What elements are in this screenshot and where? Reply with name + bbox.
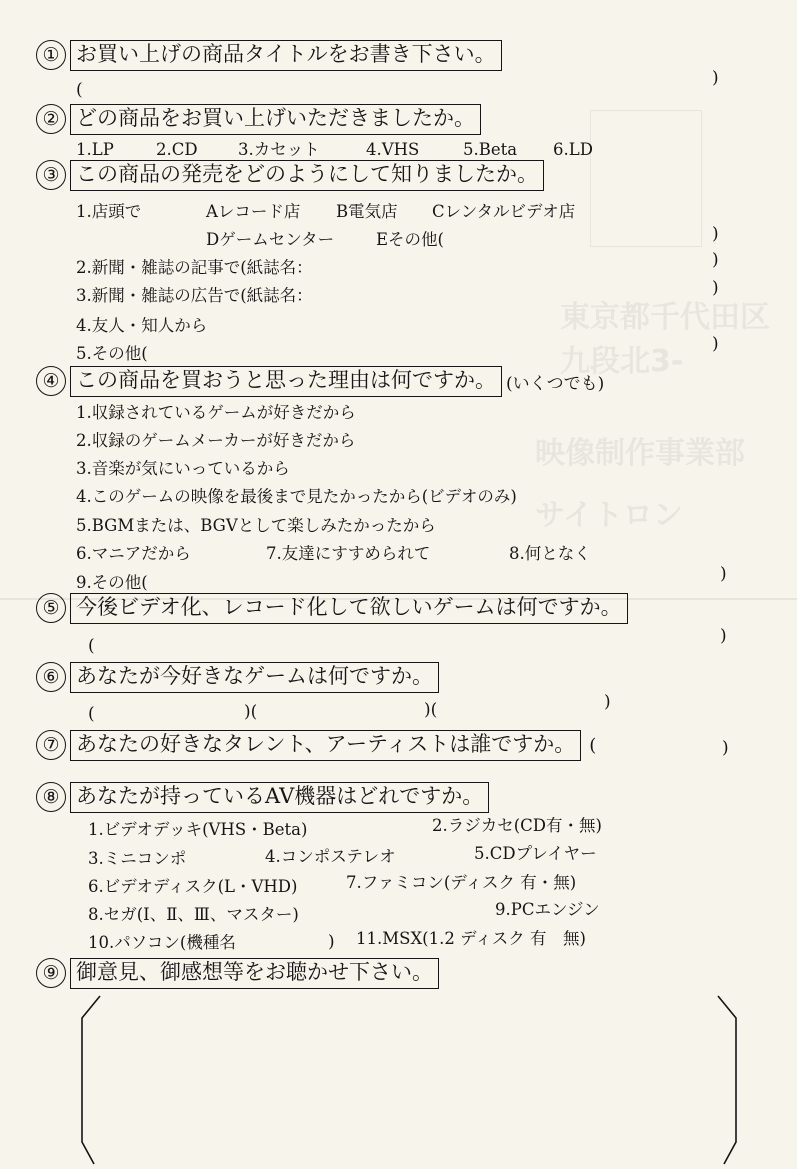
answer-close-paren: ) — [712, 224, 719, 244]
answer-close-paren: ) — [712, 278, 719, 298]
answer-close-paren: ) — [720, 564, 727, 584]
question-2 — [36, 104, 481, 135]
question-4 — [36, 366, 604, 397]
option-record-shop[interactable]: Aレコード店 — [206, 202, 301, 221]
answer-close-paren: ) — [712, 250, 719, 270]
option-reason-4[interactable]: 4.このゲームの映像を最後まで見たかったから(ビデオのみ) — [76, 487, 517, 506]
question-text: あなたが持っているAV機器はどれですか。 — [70, 782, 489, 813]
option-reason-8[interactable]: 8.何となく — [509, 544, 591, 563]
option-game-center[interactable]: Dゲームセンター — [206, 230, 335, 249]
option-rental-video-shop[interactable]: Cレンタルビデオ店 — [432, 202, 576, 221]
answer-close-paren: ) — [712, 68, 719, 88]
comment-bracket-right — [718, 996, 736, 1164]
option-reason-5[interactable]: 5.BGMまたは、BGVとして楽しみたかったから — [76, 516, 436, 535]
comment-area[interactable] — [78, 992, 743, 1167]
question-9 — [36, 958, 439, 989]
question-6 — [36, 662, 439, 693]
option-mini-component[interactable]: 3.ミニコンポ — [88, 849, 187, 868]
answer-paren-separator: )( — [424, 700, 438, 720]
answer-open-paren: ( — [88, 636, 95, 656]
bleed-through-text: 東京都千代田区九段北3- — [560, 300, 770, 379]
option-sega[interactable]: 8.セガ(Ⅰ、Ⅱ、Ⅲ、マスター) — [88, 905, 299, 924]
answer-close-paren: ) — [722, 738, 729, 758]
option-video-deck[interactable]: 1.ビデオデッキ(VHS・Beta) — [88, 820, 308, 839]
answer-close-paren: ) — [328, 932, 335, 952]
bleed-through-text: 映像制作事業部 — [535, 436, 745, 471]
question-number: ① — [36, 40, 66, 70]
option-reason-7[interactable]: 7.友達にすすめられて — [266, 544, 431, 563]
question-1 — [36, 40, 502, 71]
question-text: 今後ビデオ化、レコード化して欲しいゲームは何ですか。 — [70, 593, 628, 624]
option-video-disc[interactable]: 6.ビデオディスク(L・VHD) — [88, 877, 298, 896]
option-reason-9[interactable]: 9.その他( — [76, 573, 148, 592]
question-number: ④ — [36, 366, 66, 396]
comment-bracket-left — [82, 996, 100, 1164]
option-reason-1[interactable]: 1.収録されているゲームが好きだから — [76, 403, 356, 422]
bleed-through-stamp-box — [590, 110, 702, 247]
question-5 — [36, 593, 628, 624]
question-note: (いくつでも) — [506, 373, 605, 394]
option-friend[interactable]: 4.友人・知人から — [76, 316, 208, 335]
option-cd[interactable]: 2.CD — [156, 140, 198, 159]
question-number: ② — [36, 104, 66, 134]
option-famicom[interactable]: 7.ファミコン(ディスク 有・無) — [346, 873, 577, 892]
question-number: ⑨ — [36, 958, 66, 988]
option-vhs[interactable]: 4.VHS — [366, 140, 420, 159]
option-other[interactable]: 5.その他( — [76, 344, 148, 363]
option-other-store[interactable]: Eその他( — [376, 230, 444, 249]
question-text: この商品を買おうと思った理由は何ですか。 — [70, 366, 502, 397]
question-text: この商品の発売をどのようにして知りましたか。 — [70, 160, 544, 191]
question-number: ⑥ — [36, 662, 66, 692]
question-text: お買い上げの商品タイトルをお書き下さい。 — [70, 40, 502, 71]
question-3 — [36, 160, 544, 191]
question-number: ⑦ — [36, 730, 66, 760]
answer-open-paren: ( — [88, 704, 95, 724]
option-radio-cassette[interactable]: 2.ラジカセ(CD有・無) — [432, 816, 602, 835]
option-cd-player[interactable]: 5.CDプレイヤー — [474, 844, 597, 863]
bleed-through-text: サイトロン — [535, 498, 683, 533]
question-number: ⑤ — [36, 593, 66, 623]
option-pc[interactable]: 10.パソコン(機種名 — [88, 933, 236, 952]
answer-close-paren: ) — [712, 334, 719, 354]
option-pc-engine[interactable]: 9.PCエンジン — [495, 900, 600, 919]
option-reason-3[interactable]: 3.音楽が気にいっているから — [76, 459, 290, 478]
option-msx[interactable]: 11.MSX(1.2 ディスク 有 無) — [356, 929, 586, 948]
answer-close-paren: ) — [720, 626, 727, 646]
answer-open-paren: ( — [76, 80, 83, 100]
question-text: 御意見、御感想等をお聴かせ下さい。 — [70, 958, 439, 989]
option-store[interactable]: 1.店頭で — [76, 202, 142, 221]
question-text: どの商品をお買い上げいただきましたか。 — [70, 104, 481, 135]
question-number: ⑧ — [36, 782, 66, 812]
option-reason-6[interactable]: 6.マニアだから — [76, 544, 191, 563]
question-text: あなたの好きなタレント、アーティストは誰ですか。 — [70, 730, 581, 761]
answer-close-paren: ) — [604, 692, 611, 712]
question-text: あなたが今好きなゲームは何ですか。 — [70, 662, 439, 693]
option-component-stereo[interactable]: 4.コンポステレオ — [265, 847, 396, 866]
option-reason-2[interactable]: 2.収録のゲームメーカーが好きだから — [76, 431, 356, 450]
option-ld[interactable]: 6.LD — [553, 140, 593, 159]
question-7 — [36, 730, 596, 761]
answer-open-paren: ( — [589, 734, 597, 756]
question-8 — [36, 782, 489, 813]
option-electronics-shop[interactable]: B電気店 — [336, 202, 398, 221]
question-number: ③ — [36, 160, 66, 190]
option-cassette[interactable]: 3.カセット — [238, 140, 320, 159]
answer-paren-separator: )( — [244, 702, 258, 722]
option-lp[interactable]: 1.LP — [76, 140, 114, 159]
option-advert[interactable]: 3.新聞・雑誌の広告で(紙誌名： — [76, 286, 313, 305]
option-beta[interactable]: 5.Beta — [463, 140, 518, 159]
option-article[interactable]: 2.新聞・雑誌の記事で(紙誌名： — [76, 258, 313, 277]
